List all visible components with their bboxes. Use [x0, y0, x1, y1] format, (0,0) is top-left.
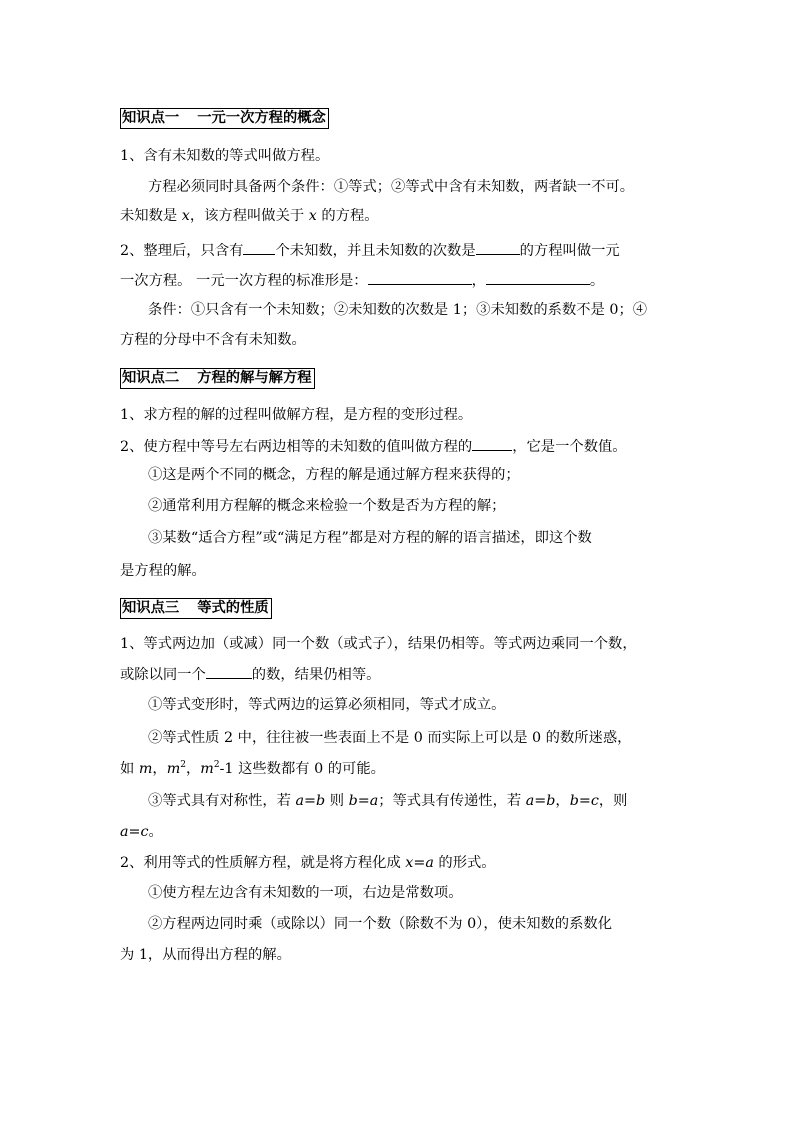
- fill-blank: [476, 241, 520, 255]
- section3-paragraph-6: ③等式具有对称性，若 a=b 则 b=a；等式具有传递性，若 a=b，b=c，则: [148, 793, 628, 809]
- fill-blank: [243, 241, 275, 255]
- section3-heading-label: 知识点三: [122, 600, 180, 616]
- section3-paragraph-4: ②等式性质 2 中，往往被一些表面上不是 0 而实际上可以是 0 的数所迷惑，: [148, 730, 632, 746]
- section1-heading-label: 知识点一: [122, 110, 180, 126]
- section3-heading-row: [120, 598, 680, 619]
- section2-heading-title: 方程的解与解方程: [197, 370, 312, 386]
- section2-heading-row: [120, 368, 680, 389]
- section2-heading: [120, 368, 315, 389]
- fill-blank: [472, 437, 512, 451]
- fill-blank: [206, 665, 252, 679]
- section3-paragraph-5: 如 m，$m^2$，$m^2-1$ 这些数都有 0 的可能。: [120, 760, 385, 777]
- section3-paragraph-7: a=c。: [120, 824, 163, 840]
- section1-paragraph-4: 2、整理后，只含有 个未知数，并且未知数的次数是 的方程叫做一元: [120, 243, 620, 259]
- section1-paragraph-7: 方程的分母中不含有未知数。: [120, 332, 306, 348]
- section2-paragraph-2: 2、使方程中等号左右两边相等的未知数的值叫做方程的 ，它是一个数值。: [120, 439, 627, 455]
- section3-paragraph-9: ①使方程左边含有未知数的一项，右边是常数项。: [148, 885, 463, 901]
- section3-paragraph-2: 或除以同一个 的数，结果仍相等。: [120, 667, 381, 683]
- section3-paragraph-11: 为 1，从而得出方程的解。: [120, 947, 291, 963]
- section3-paragraph-10: ②方程两边同时乘（或除以）同一个数（除数不为 0），使未知数的系数化: [148, 916, 612, 932]
- section3-paragraph-8: 2、利用等式的性质解方程，就是将方程化成 x=a 的形式。: [120, 855, 496, 871]
- section2-paragraph-3: ①这是两个不同的概念，方程的解是通过解方程来获得的；: [148, 467, 520, 483]
- section1-heading-row: [120, 108, 680, 129]
- section2-heading-label: 知识点二: [122, 370, 180, 386]
- section1-paragraph-3: 未知数是 x，该方程叫做关于 x 的方程。: [120, 208, 379, 224]
- fill-blank: [368, 271, 472, 285]
- section1-paragraph-6: 条件：①只含有一个未知数；②未知数的次数是 1；③未知数的系数不是 0；④: [148, 302, 648, 318]
- section3-heading: [120, 598, 272, 619]
- section1-paragraph-2: 方程必须同时具备两个条件：①等式；②等式中含有未知数，两者缺一不可。: [148, 179, 635, 195]
- section3-paragraph-1: 1、等式两边加（或减）同一个数（或式子），结果仍相等。等式两边乘同一个数，: [120, 636, 637, 652]
- section2-paragraph-1: 1、求方程的解的过程叫做解方程，是方程的变形过程。: [120, 407, 473, 423]
- section2-paragraph-4: ②通常利用方程解的概念来检验一个数是否为方程的解；: [148, 498, 506, 514]
- section1-heading-title: 一元一次方程的概念: [197, 110, 326, 126]
- section2-paragraph-6: 是方程的解。: [120, 563, 206, 579]
- section1-paragraph-1: 1、含有未知数的等式叫做方程。: [120, 148, 330, 164]
- section1-heading: [120, 108, 329, 129]
- section3-heading-title: 等式的性质: [197, 600, 269, 616]
- section2-paragraph-5: ③某数“适合方程”或“满足方程”都是对方程的解的语言描述，即这个数: [148, 530, 592, 546]
- section1-paragraph-5: 一次方程。 一元一次方程的标准形是： ， 。: [120, 273, 605, 289]
- section3-paragraph-3: ①等式变形时，等式两边的运算必须相同，等式才成立。: [148, 697, 506, 713]
- fill-blank: [486, 271, 590, 285]
